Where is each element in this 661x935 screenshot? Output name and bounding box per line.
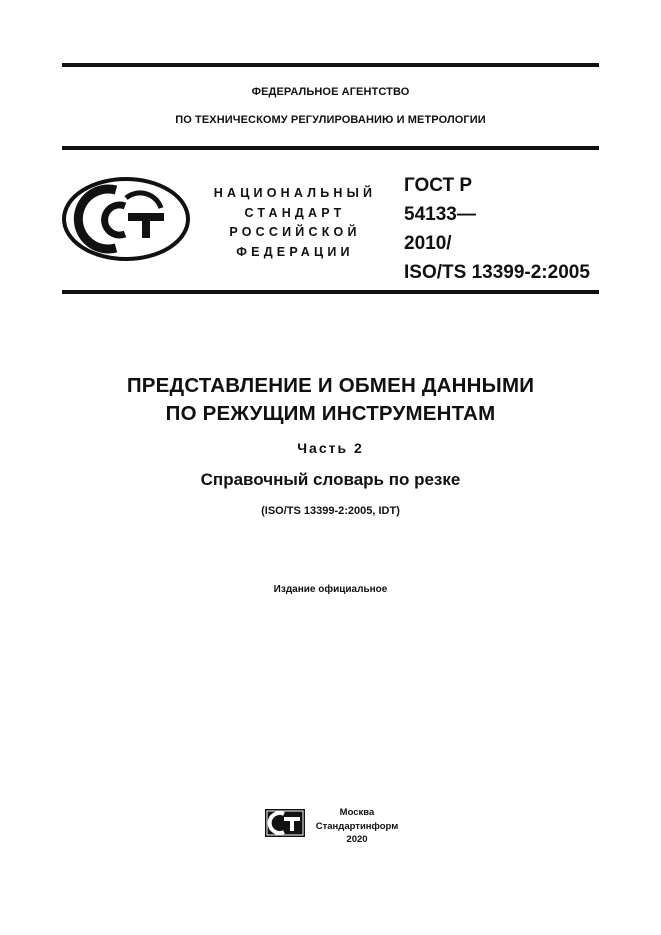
standard-designation bbox=[404, 171, 590, 287]
imprint-year: 2020 bbox=[346, 834, 368, 845]
designation-line: 2010/ bbox=[404, 233, 452, 254]
document-title-line-2: ПО РЕЖУЩИМ ИНСТРУМЕНТАМ bbox=[165, 402, 496, 425]
imprint-publisher: Стандартинформ bbox=[315, 820, 399, 832]
international-reference: (ISO/TS 13399-2:2005, IDT) bbox=[261, 505, 400, 517]
designation-line: ГОСТ Р bbox=[404, 175, 473, 196]
national-standard-line: РОССИЙСКОЙ bbox=[229, 225, 361, 239]
imprint-city: Москва bbox=[339, 807, 375, 818]
national-standard-line: СТАНДАРТ bbox=[244, 205, 346, 220]
imprint bbox=[309, 806, 405, 847]
gost-r-logo bbox=[61, 176, 191, 262]
standard-block-rule bbox=[62, 290, 599, 294]
document-title-line-1: ПРЕДСТАВЛЕНИЕ И ОБМЕН ДАННЫМИ bbox=[126, 374, 535, 397]
header-bottom-rule bbox=[62, 146, 599, 150]
top-rule bbox=[62, 63, 599, 67]
national-standard-line: ФЕДЕРАЦИИ bbox=[236, 244, 354, 259]
designation-line: ISO/TS 13399-2:2005 bbox=[404, 262, 590, 283]
edition-note: Издание официальное bbox=[273, 584, 388, 595]
designation-line: 54133— bbox=[404, 204, 476, 225]
standartinform-logo bbox=[264, 808, 306, 838]
agency-line-2: ПО ТЕХНИЧЕСКОМУ РЕГУЛИРОВАНИЮ И МЕТРОЛОГИИ bbox=[175, 114, 486, 126]
agency-line-1: ФЕДЕРАЛЬНОЕ АГЕНТСТВО bbox=[251, 86, 410, 98]
national-standard-block bbox=[205, 184, 385, 262]
document-subtitle: Справочный словарь по резке bbox=[200, 470, 461, 489]
part-label: Часть 2 bbox=[297, 440, 364, 456]
national-standard-line: НАЦИОНАЛЬНЫЙ bbox=[213, 186, 377, 200]
